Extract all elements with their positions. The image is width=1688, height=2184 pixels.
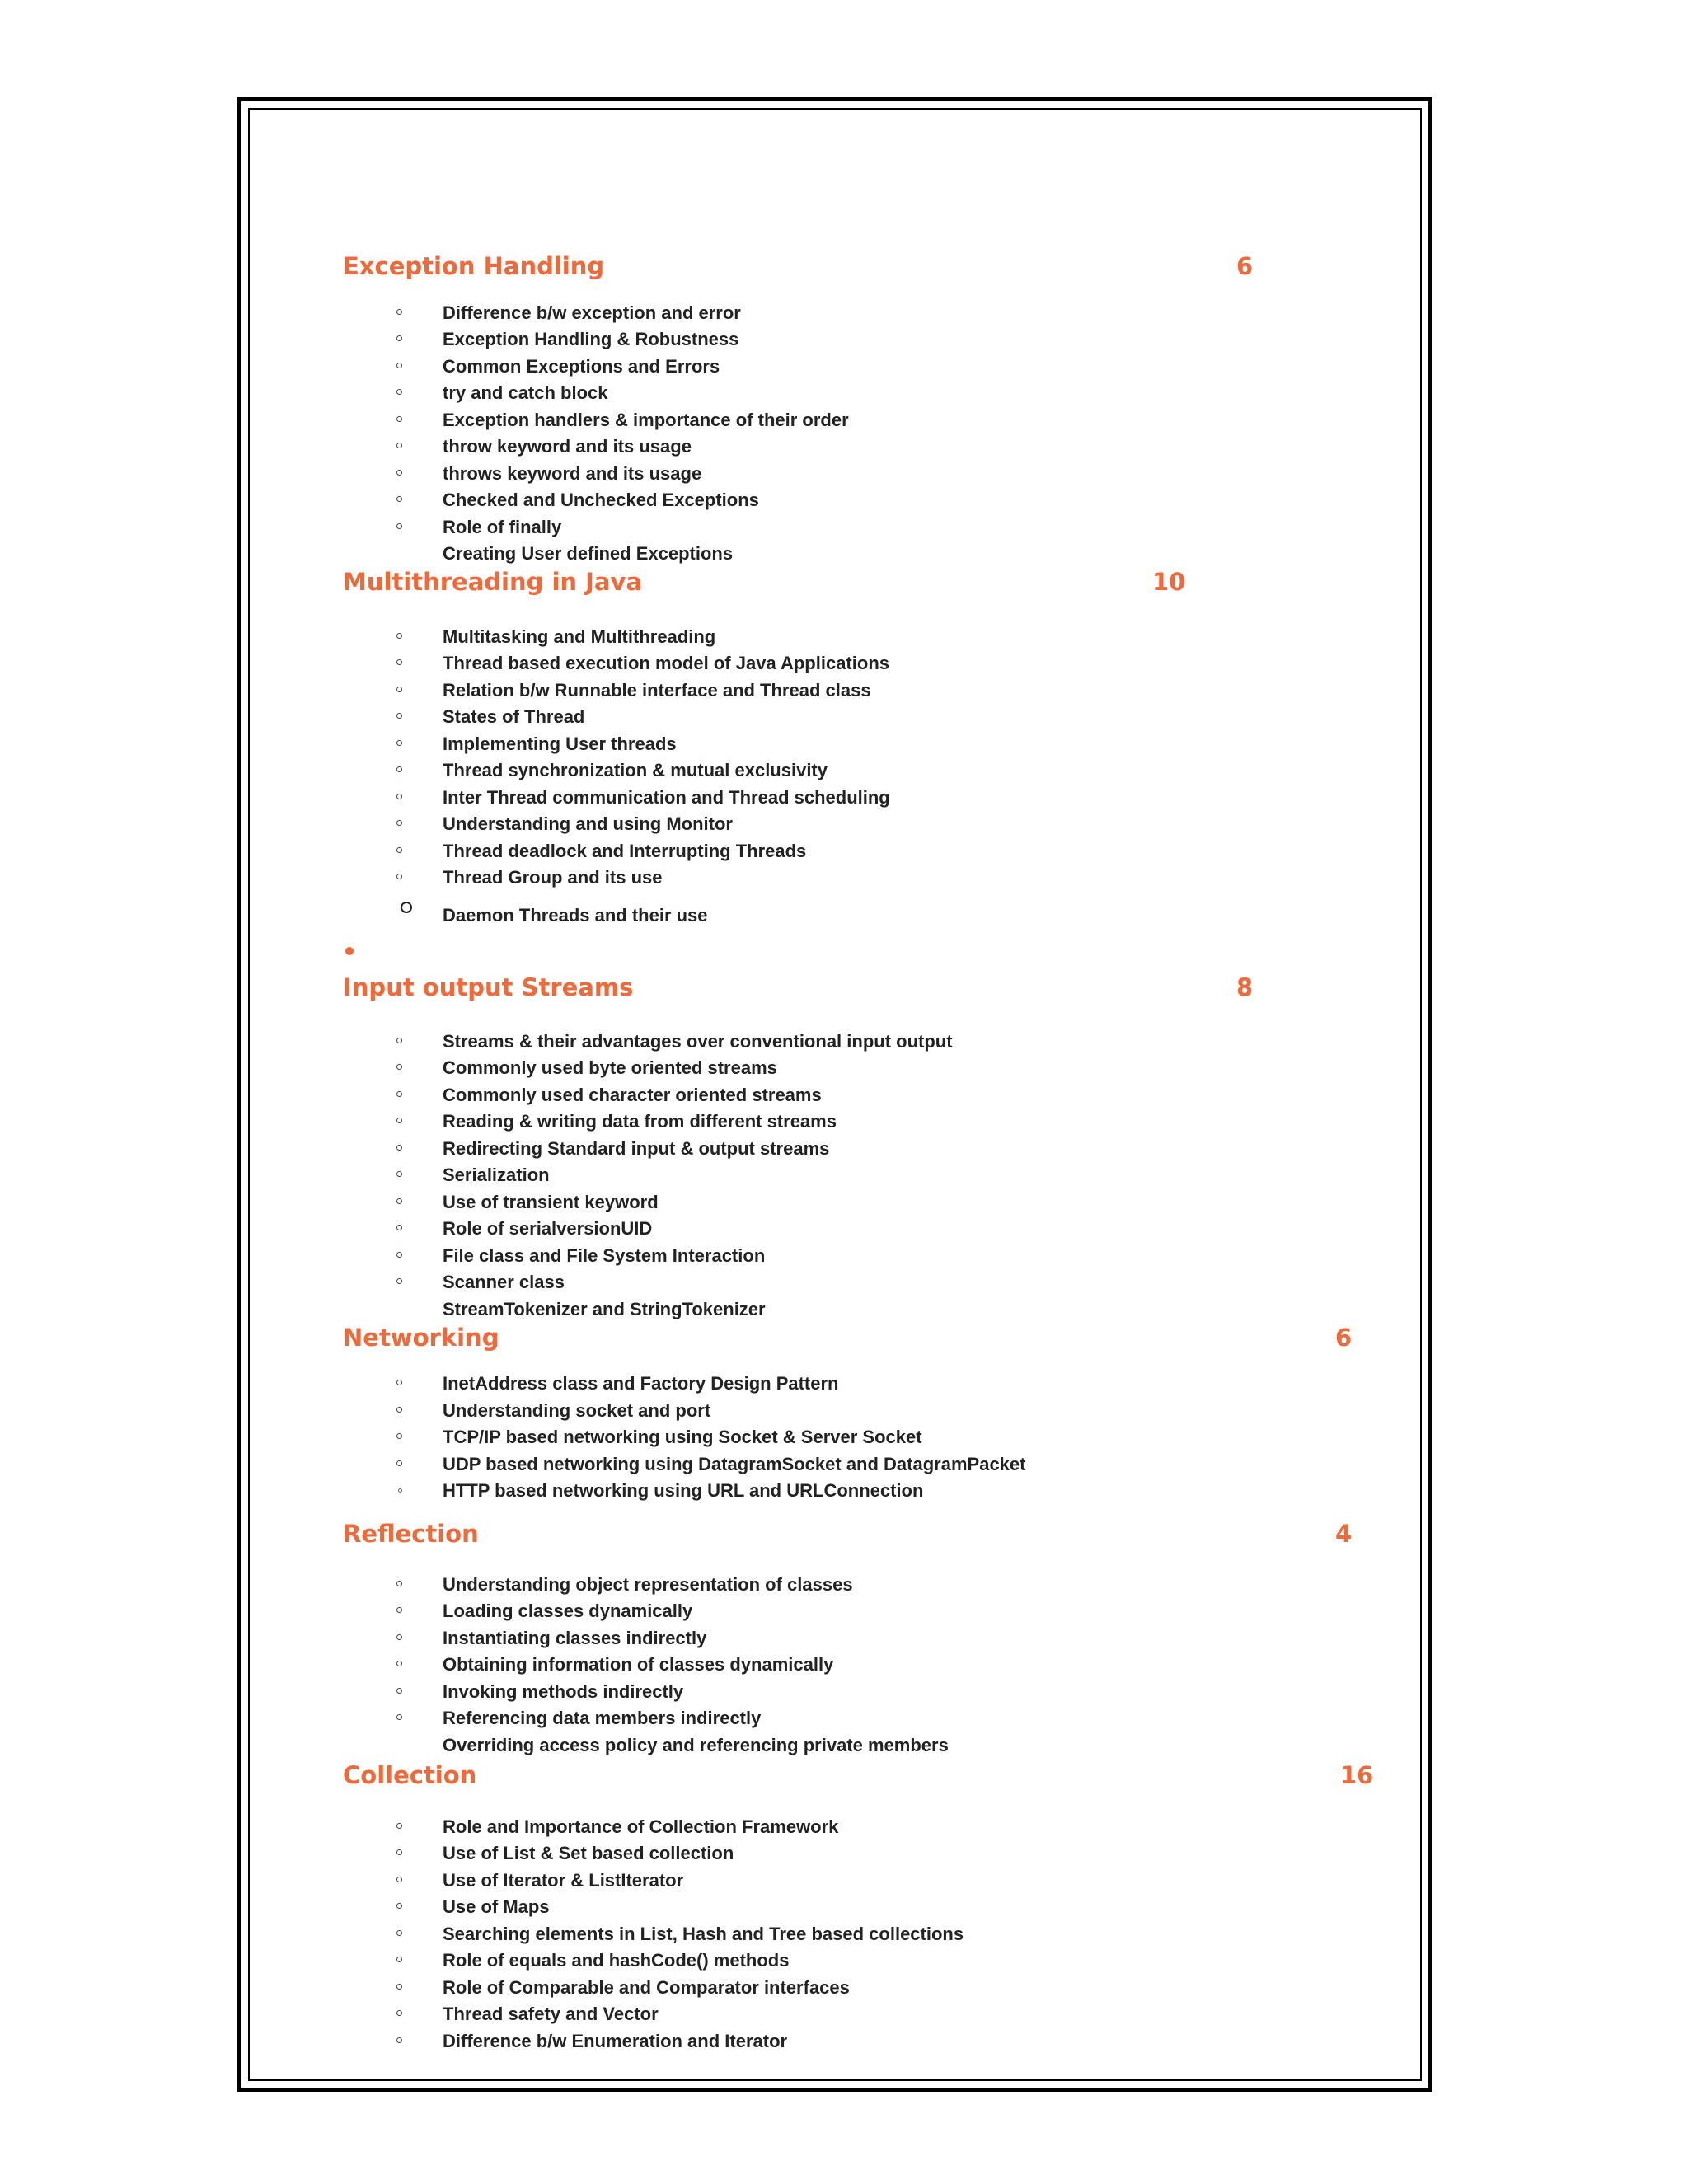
list-bullet <box>396 470 402 476</box>
section-hours-io-streams: 8 <box>1236 973 1254 1001</box>
list-item: Obtaining information of classes dynamically <box>443 1654 834 1675</box>
list-bullet <box>396 1903 402 1909</box>
list-bullet <box>396 443 402 448</box>
list-item: Use of List & Set based collection <box>443 1843 734 1863</box>
section-heading-collection: Collection <box>343 1761 477 1789</box>
list-bullet <box>396 1145 402 1151</box>
list-bullet <box>396 2037 402 2043</box>
list-item: InetAddress class and Factory Design Pattern <box>443 1373 839 1394</box>
list-item: throw keyword and its usage <box>443 436 692 457</box>
list-item: Understanding socket and port <box>443 1400 711 1421</box>
list-bullet <box>396 496 402 502</box>
list-bullet <box>401 902 412 913</box>
list-bullet <box>396 1957 402 1962</box>
list-item: Creating User defined Exceptions <box>443 543 734 564</box>
list-bullet <box>396 1877 402 1882</box>
section-hours-reflection: 4 <box>1335 1520 1353 1548</box>
list-item: Serialization <box>443 1165 550 1185</box>
list-bullet <box>396 874 402 879</box>
orange-bullet-icon <box>345 947 354 955</box>
list-bullet <box>396 1607 402 1613</box>
list-bullet <box>396 766 402 772</box>
list-bullet <box>396 794 402 799</box>
list-item: Thread based execution model of Java Applications <box>443 653 889 673</box>
list-item: Role of equals and hashCode() methods <box>443 1950 790 1971</box>
list-item: Role and Importance of Collection Framework <box>443 1816 839 1837</box>
section-heading-exception-handling: Exception Handling <box>343 252 605 280</box>
list-bullet <box>396 1581 402 1586</box>
list-bullet <box>396 523 402 529</box>
list-item: States of Thread <box>443 706 585 727</box>
list-item: Loading classes dynamically <box>443 1601 693 1621</box>
list-item: Reading & writing data from different streams <box>443 1111 837 1132</box>
list-bullet <box>396 1380 402 1385</box>
list-bullet <box>396 1038 402 1043</box>
list-bullet <box>396 416 402 422</box>
section-hours-networking: 6 <box>1335 1324 1353 1352</box>
list-item: Relation b/w Runnable interface and Thread class <box>443 680 871 701</box>
list-bullet <box>396 363 402 368</box>
list-bullet <box>396 1433 402 1439</box>
list-bullet <box>398 1488 402 1493</box>
list-item: HTTP based networking using URL and URLConnection <box>443 1480 924 1501</box>
list-item: Searching elements in List, Hash and Tree based collections <box>443 1924 964 1944</box>
list-item: Implementing User threads <box>443 733 677 754</box>
list-item: Thread safety and Vector <box>443 2004 659 2024</box>
list-bullet <box>396 1714 402 1720</box>
list-item: Understanding object representation of classes <box>443 1574 853 1595</box>
section-heading-networking: Networking <box>343 1324 499 1352</box>
list-bullet <box>396 2010 402 2016</box>
list-bullet <box>396 713 402 719</box>
list-bullet <box>396 1091 402 1097</box>
list-item: Role of finally <box>443 517 562 537</box>
list-item: Use of transient keyword <box>443 1192 659 1212</box>
list-bullet <box>396 1407 402 1413</box>
list-bullet <box>396 1171 402 1177</box>
list-item: Instantiating classes indirectly <box>443 1628 707 1648</box>
list-item: try and catch block <box>443 382 608 403</box>
list-item: Scanner class <box>443 1272 565 1292</box>
list-item: Commonly used byte oriented streams <box>443 1057 777 1078</box>
list-item: UDP based networking using DatagramSocket and DatagramPacket <box>443 1454 1026 1474</box>
list-bullet <box>396 659 402 665</box>
list-bullet <box>396 1849 402 1855</box>
list-bullet <box>396 1661 402 1666</box>
list-bullet <box>396 633 402 639</box>
list-bullet <box>396 1930 402 1936</box>
list-item: Exception Handling & Robustness <box>443 329 739 349</box>
list-bullet <box>396 1460 402 1466</box>
list-item: File class and File System Interaction <box>443 1245 766 1266</box>
list-item: Multitasking and Multithreading <box>443 626 716 647</box>
list-bullet <box>396 1823 402 1829</box>
list-item: Daemon Threads and their use <box>443 905 708 926</box>
list-item: Checked and Unchecked Exceptions <box>443 490 759 510</box>
list-item: Referencing data members indirectly <box>443 1708 762 1728</box>
list-item: Redirecting Standard input & output streams <box>443 1138 830 1159</box>
section-hours-exception-handling: 6 <box>1236 252 1254 280</box>
list-item: Inter Thread communication and Thread scheduling <box>443 787 890 808</box>
list-bullet <box>396 820 402 826</box>
section-heading-multithreading: Multithreading in Java <box>343 568 643 596</box>
list-item: Exception handlers & importance of their order <box>443 410 849 430</box>
list-item: Understanding and using Monitor <box>443 813 733 834</box>
list-bullet <box>396 1252 402 1258</box>
list-bullet <box>396 1064 402 1070</box>
section-hours-collection: 16 <box>1340 1761 1374 1789</box>
list-item: StreamTokenizer and StringTokenizer <box>443 1299 766 1319</box>
list-bullet <box>396 335 402 341</box>
list-bullet <box>396 1984 402 1990</box>
list-bullet <box>396 1198 402 1204</box>
list-bullet <box>396 687 402 692</box>
list-item: Thread deadlock and Interrupting Threads <box>443 841 807 861</box>
list-item: Common Exceptions and Errors <box>443 356 720 377</box>
list-bullet <box>396 309 402 315</box>
list-bullet <box>396 1688 402 1694</box>
list-item: Use of Maps <box>443 1896 550 1917</box>
list-item: throws keyword and its usage <box>443 463 702 484</box>
list-bullet <box>396 1118 402 1123</box>
list-item: Role of Comparable and Comparator interfaces <box>443 1977 850 1998</box>
list-item: Invoking methods indirectly <box>443 1681 684 1702</box>
list-item: Role of serialversionUID <box>443 1218 653 1239</box>
list-bullet <box>396 1278 402 1284</box>
list-item: Streams & their advantages over conventional input output <box>443 1031 953 1052</box>
list-item: Difference b/w exception and error <box>443 302 741 323</box>
list-item: TCP/IP based networking using Socket & Server Socket <box>443 1427 922 1447</box>
section-heading-io-streams: Input output Streams <box>343 973 634 1001</box>
list-bullet <box>396 1634 402 1640</box>
list-item: Commonly used character oriented streams <box>443 1085 822 1105</box>
list-item: Thread Group and its use <box>443 867 663 888</box>
list-bullet <box>396 389 402 395</box>
list-bullet <box>396 1225 402 1230</box>
list-item: Overriding access policy and referencing private members <box>443 1735 949 1755</box>
list-bullet <box>396 847 402 853</box>
list-item: Thread synchronization & mutual exclusivity <box>443 760 828 780</box>
section-heading-reflection: Reflection <box>343 1520 479 1548</box>
page-border <box>237 97 1432 2092</box>
list-item: Difference b/w Enumeration and Iterator <box>443 2031 788 2051</box>
section-hours-multithreading: 10 <box>1152 568 1186 596</box>
list-item: Use of Iterator & ListIterator <box>443 1870 684 1891</box>
list-bullet <box>396 740 402 746</box>
